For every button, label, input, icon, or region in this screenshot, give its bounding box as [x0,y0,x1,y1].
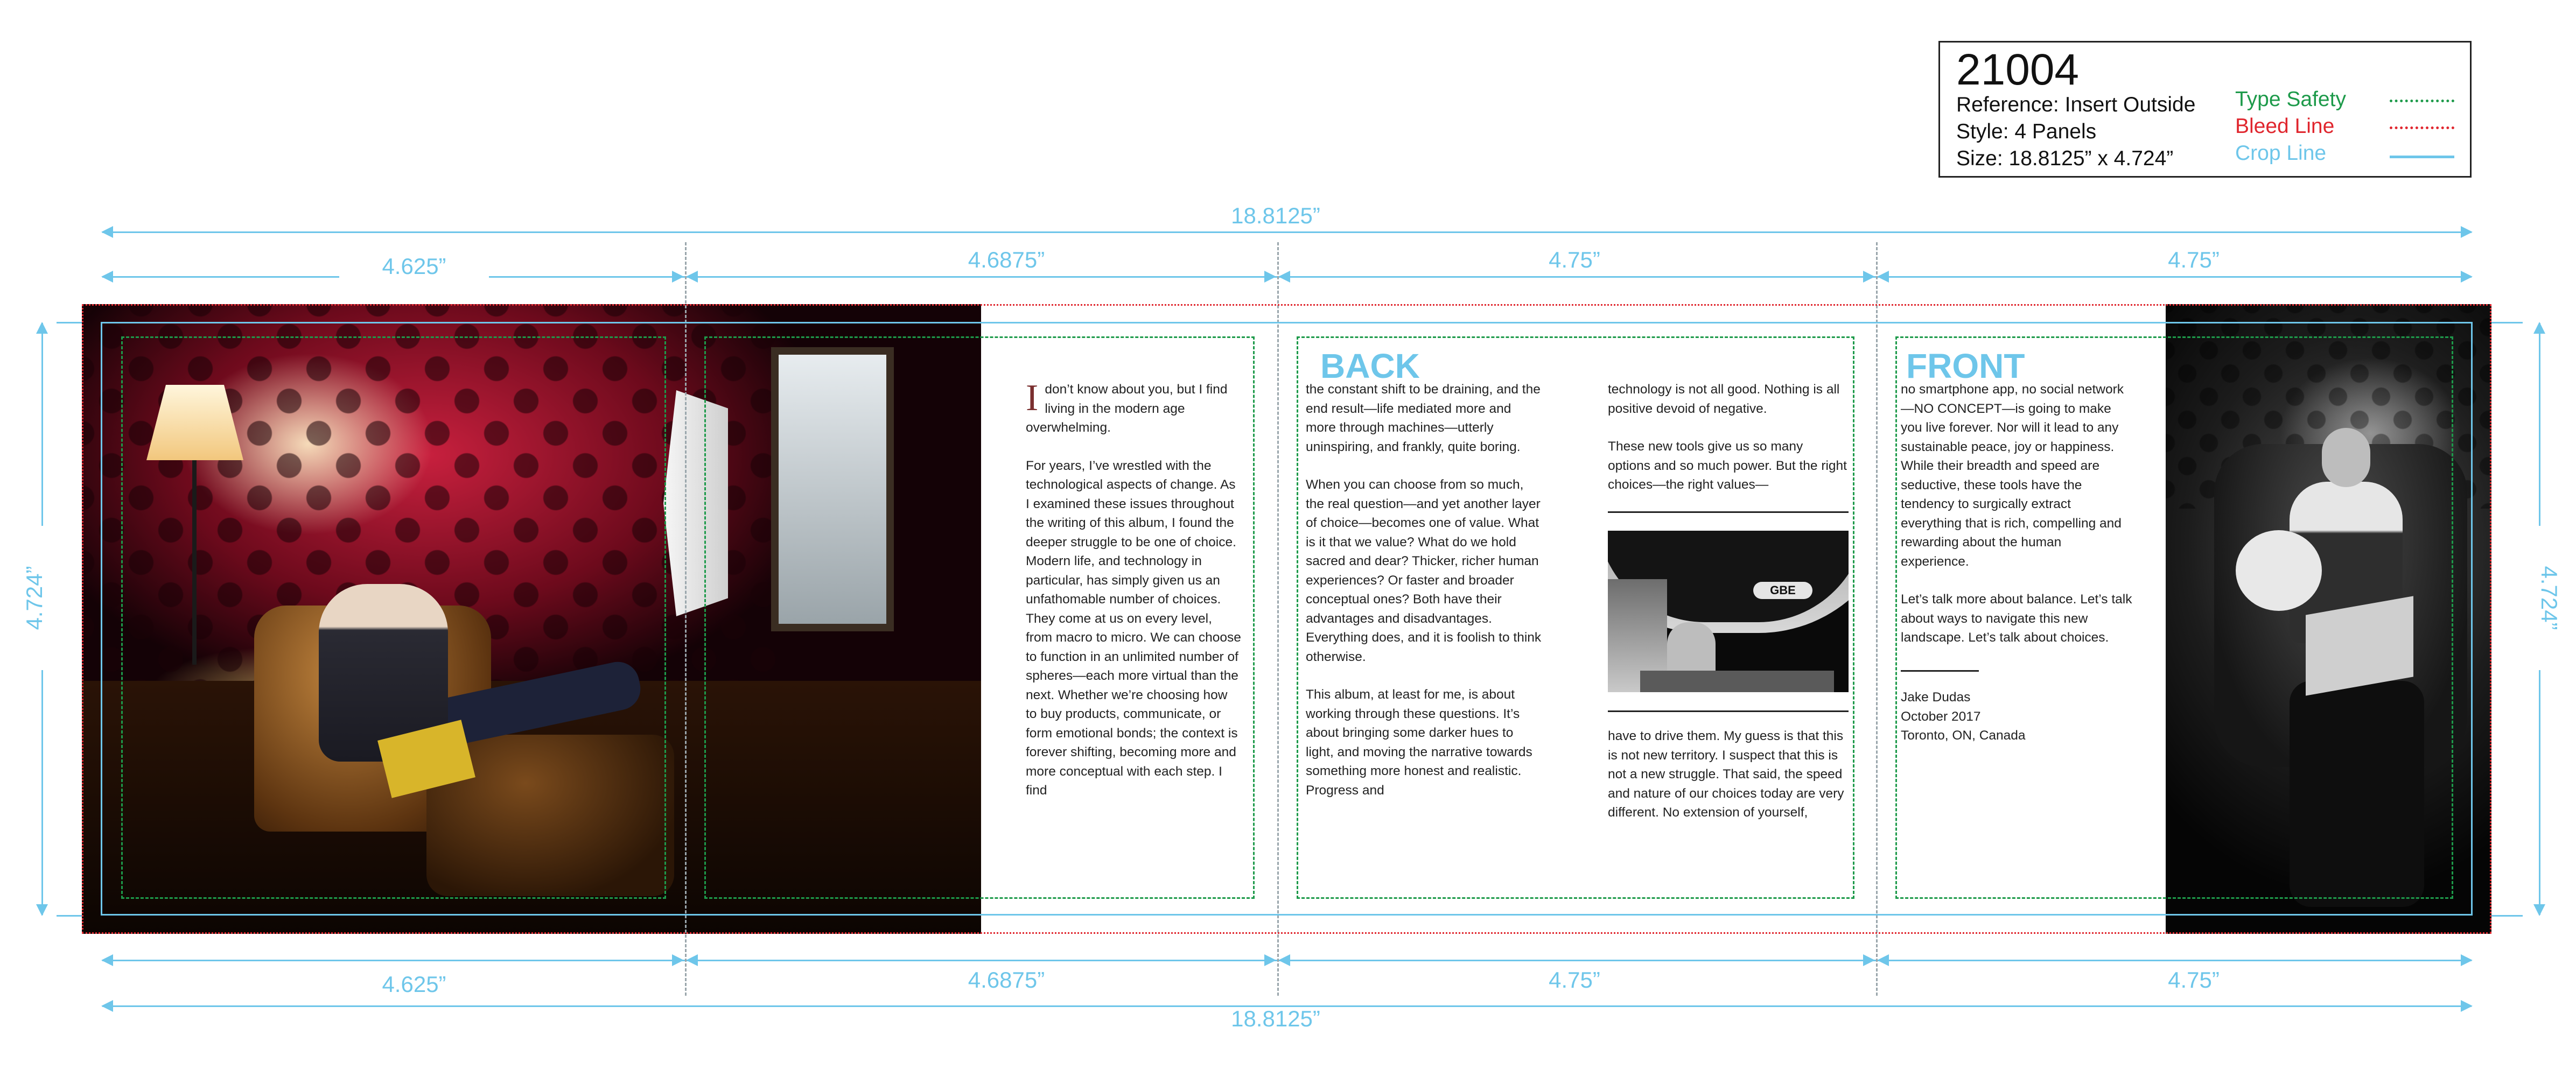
arrow-left-icon [101,226,113,238]
bottom-panel4-dim-label: 4.75” [2122,969,2266,991]
type-safety-label: Type Safety [2235,88,2346,111]
job-code: 21004 [1956,45,2080,94]
top-panel4-dim-label: 4.75” [2122,249,2266,271]
signature-block [1901,688,2116,745]
bottom-panel3-dim-label: 4.75” [1502,969,1647,991]
arrow-left-icon [1877,954,1889,966]
back-heading: BACK [1320,347,1420,385]
panel4-text-column [1901,380,2132,666]
panel3-column-2 [1608,380,1849,513]
arrow-left-icon [1278,954,1290,966]
bottom-panel1-dim-label: 4.625” [339,973,489,996]
paragraph: Let’s talk more about balance. Let’s talk about ways to navigate this new landscape. Let’s talk about choices. [1901,592,2132,645]
front-heading: FRONT [1906,347,2025,385]
paragraph: This album, at least for me, is about working through these questions. It’s about bringing some darker hues to light, and moving the narrative towards something more honest and realistic. Progress and [1306,687,1532,798]
paragraph: When you can choose from so much, the real question—and yet another layer of choice—becomes one of value. What is it that we value? What do we hold sacred and dear? Thicker, richer human experiences? Or faster and broader conceptual ones? Both have their advantages and disadvantages. Everything does, and it is foolish to think otherwise. [1306,477,1542,664]
signature-rule [1901,670,1979,672]
crop-stub [2490,322,2523,323]
bleed-line-label: Bleed Line [2235,115,2335,138]
paragraph: no smartphone app, no social network—NO CONCEPT—is going to make you live forever. Nor will it lead to any sustainable peace, joy or happiness. While their breadth and speed are seductive, these tools have the tendency to surgically extract everything that is rich, compelling and rewarding about the human experience. [1901,382,2124,569]
arrow-left-icon [1278,271,1290,283]
crop-line-label: Crop Line [2235,142,2327,165]
panel2-text-column [1026,377,1241,819]
reference-text: Reference: Insert Outside [1956,93,2196,116]
arrow-left-icon [101,271,113,283]
spec-legend-box [1938,41,2472,178]
arrow-left-icon [1877,271,1889,283]
top-total-dim-line [102,231,2472,233]
paragraph: These new tools give us so many options and so much power. But the right choices—the right values— [1608,439,1847,492]
left-height-dim-label: 4.724” [23,526,46,670]
type-safety-swatch [2390,100,2454,102]
size-text: Size: 18.8125” x 4.724” [1956,147,2174,170]
author-place: Toronto, ON, Canada [1901,728,2026,743]
arrow-left-icon [101,954,113,966]
arrow-right-icon [1264,954,1276,966]
paragraph: have to drive them. My guess is that this is not new territory. I suspect that this is not a new struggle. That said, the speed and nature of our choices today are very different. No extension of yourself, [1608,729,1844,820]
arrow-right-icon [1863,271,1875,283]
body-paragraph: For years, I’ve wrestled with the technological aspects of change. As I examined these issues throughout the writing of this album, I found the deeper struggle to be one of choice. Modern life, and technology in particular, has simply given us an unfathomable number of choices. They come at us on every level, from macro to micro. We can choose to function in an unlimited number of spheres—each more virtual than the next. Whether we’re choosing how to buy products, communicate, or form emotional bonds; the context is forever shifting, becoming more and more conceptual with each step. I find [1026,458,1241,798]
panel3-column-1 [1306,380,1543,819]
style-text: Style: 4 Panels [1956,120,2097,143]
bottom-total-dim-label: 18.8125” [1185,1008,1367,1030]
arrow-left-icon [686,271,698,283]
drop-cap: I [1026,377,1039,419]
arrow-up-icon [36,322,48,334]
arrow-left-icon [686,954,698,966]
paragraph: technology is not all good. Nothing is all positive devoid of negative. [1608,382,1840,416]
crop-stub [2490,915,2523,917]
arrow-left-icon [101,1000,113,1012]
inset-photo [1608,531,1849,692]
arrow-right-icon [1264,271,1276,283]
top-total-dim-label: 18.8125” [1185,205,1367,227]
arrow-right-icon [1863,954,1875,966]
arrow-right-icon [672,271,684,283]
arrow-right-icon [2461,226,2473,238]
inset-sign-text: GBE [1753,582,1812,599]
author-date: October 2017 [1901,709,1981,724]
arrow-down-icon [36,904,48,916]
arrow-right-icon [672,954,684,966]
intro-paragraph: Idon’t know about you, but I find living in the modern age overwhelming. [1026,377,1228,435]
arrow-up-icon [2533,322,2545,334]
arrow-right-icon [2461,1000,2473,1012]
arrow-down-icon [2533,904,2545,916]
panel3-column-2-continued [1608,727,1849,841]
top-panel3-dim-label: 4.75” [1502,249,1647,271]
top-panel2-dim-label: 4.6875” [926,249,1087,271]
paragraph: the constant shift to be draining, and the end result—life mediated more and more through machines—utterly uninspiring, and frankly, quite boring. [1306,382,1541,454]
author-name: Jake Dudas [1901,690,1971,705]
top-panel1-dim-label: 4.625” [339,255,489,278]
crop-line-swatch [2390,156,2454,158]
type-safety-panel-1 [121,336,666,899]
bleed-line-swatch [2390,126,2454,129]
arrow-right-icon [2461,954,2473,966]
bottom-panel2-dim-label: 4.6875” [926,969,1087,991]
divider-rule [1608,511,1849,513]
arrow-right-icon [2461,271,2473,283]
right-height-dim-label: 4.724” [2538,526,2560,670]
divider-rule [1608,710,1849,712]
